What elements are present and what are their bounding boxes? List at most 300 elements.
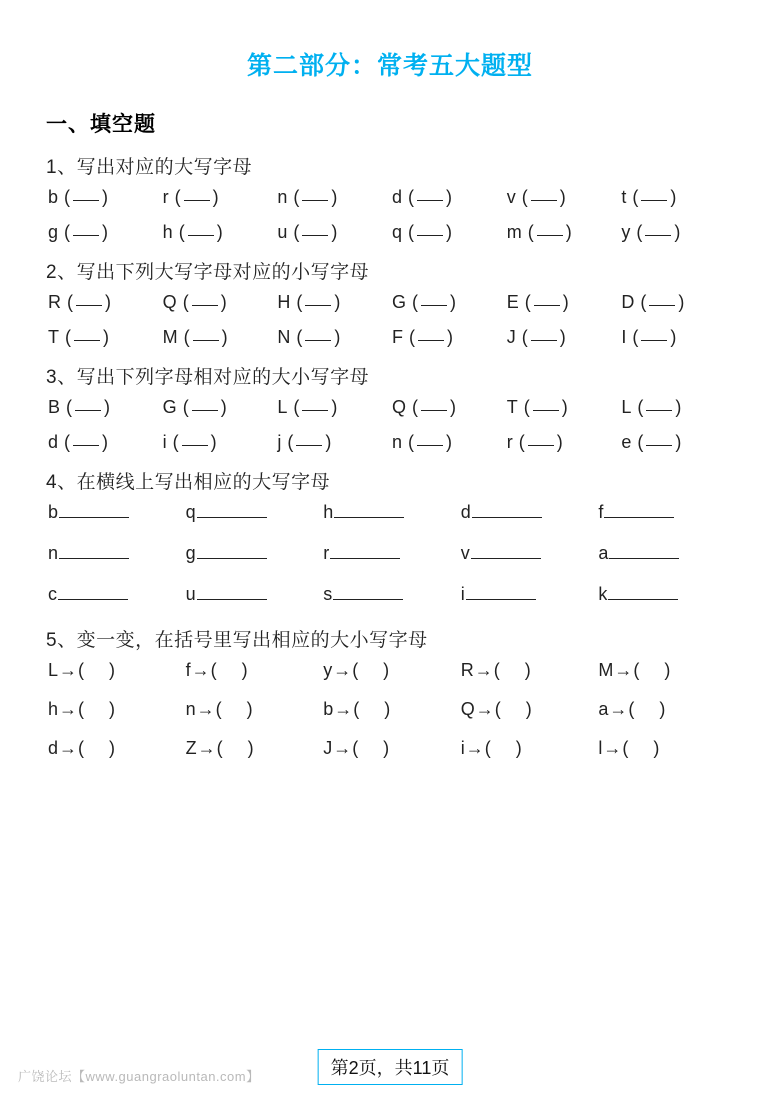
answer-item[interactable] (598, 543, 736, 564)
answer-item[interactable] (48, 292, 163, 313)
prompt-letter: R (48, 292, 61, 312)
answer-blank[interactable] (58, 586, 128, 600)
prompt-letter: b (323, 699, 334, 719)
answer-blank[interactable] (73, 235, 99, 236)
arrow-icon: → (191, 660, 210, 680)
answer-blank[interactable]: ( ) (494, 699, 532, 719)
answer-row (44, 222, 736, 243)
answer-blank[interactable]: ( ) (493, 660, 531, 680)
prompt-letter: e (621, 432, 632, 452)
answer-item[interactable] (461, 584, 599, 605)
answer-item[interactable] (277, 432, 392, 453)
paren-close: ) (331, 397, 338, 417)
prompt-letter: n (48, 543, 59, 563)
paren-open: ( (182, 397, 189, 417)
prompt-letter: G (392, 292, 407, 312)
answer-item[interactable] (48, 699, 186, 720)
prompt-letter: q (392, 222, 403, 242)
answer-item[interactable] (186, 660, 324, 681)
prompt-letter: N (277, 327, 291, 347)
paren-open: ( (64, 187, 71, 207)
question-prompt: 1、写出对应的大写字母 (46, 157, 253, 178)
answer-item[interactable] (163, 222, 278, 243)
paren-open: ( (293, 187, 300, 207)
answer-blank[interactable] (305, 305, 331, 306)
prompt-letter: L (277, 397, 288, 417)
paren-close: ) (220, 397, 227, 417)
answer-item[interactable] (598, 584, 736, 605)
arrow-icon: → (197, 738, 216, 758)
paren-close: ) (212, 187, 219, 207)
answer-blank[interactable] (417, 235, 443, 236)
answer-blank[interactable] (417, 445, 443, 446)
answer-row (44, 432, 736, 453)
answer-blank[interactable] (531, 200, 557, 201)
paren-close: ) (565, 222, 572, 242)
arrow-icon: → (334, 699, 353, 719)
prompt-letter: h (323, 502, 334, 522)
prompt-letter: G (162, 397, 177, 417)
prompt-letter: r (323, 543, 330, 563)
prompt-letter: Q (460, 699, 475, 719)
paren-open: ( (174, 187, 181, 207)
prompt-letter: M (598, 660, 614, 680)
answer-item[interactable] (392, 432, 507, 453)
answer-blank[interactable] (531, 340, 557, 341)
paren-open: ( (412, 397, 419, 417)
prompt-letter: B (48, 397, 61, 417)
answer-item[interactable] (277, 187, 392, 208)
answer-blank[interactable] (192, 410, 218, 411)
answer-item[interactable] (392, 222, 507, 243)
answer-row (44, 699, 736, 720)
answer-blank[interactable] (73, 200, 99, 201)
prompt-letter: L (621, 397, 632, 417)
arrow-icon: → (333, 660, 352, 680)
answer-item[interactable] (461, 543, 599, 564)
answer-blank[interactable] (296, 445, 322, 446)
prompt-letter: F (392, 327, 404, 347)
answer-blank[interactable] (537, 235, 563, 236)
answer-blank[interactable] (73, 445, 99, 446)
answer-item[interactable] (323, 738, 461, 759)
paren-open: ( (408, 432, 415, 452)
answer-blank[interactable] (76, 305, 102, 306)
answer-blank[interactable] (472, 504, 542, 518)
answer-row (44, 660, 736, 681)
paren-close: ) (221, 327, 228, 347)
paren-close: ) (446, 187, 453, 207)
answer-item[interactable] (598, 660, 736, 681)
prompt-letter: a (598, 699, 609, 719)
answer-item[interactable] (507, 292, 622, 313)
prompt-letter: H (277, 292, 291, 312)
answer-item[interactable] (48, 432, 163, 453)
answer-blank[interactable] (421, 410, 447, 411)
answer-blank[interactable]: ( ) (622, 738, 660, 758)
answer-item[interactable] (48, 327, 163, 348)
prompt-letter: L (48, 660, 59, 680)
paren-close: ) (102, 432, 109, 452)
prompt-letter: E (506, 292, 519, 312)
paren-open: ( (636, 222, 643, 242)
answer-blank[interactable] (608, 586, 678, 600)
question-prompt: 5、变一变，在括号里写出相应的大小写字母 (46, 630, 428, 651)
answer-blank[interactable] (604, 504, 674, 518)
answer-row (44, 584, 736, 605)
answer-item[interactable] (186, 502, 324, 523)
answer-blank[interactable] (641, 200, 667, 201)
answer-blank[interactable]: ( ) (216, 738, 254, 758)
prompt-letter: i (460, 584, 465, 604)
answer-item[interactable] (48, 222, 163, 243)
paren-open: ( (293, 397, 300, 417)
paren-open: ( (183, 327, 190, 347)
prompt-letter: n (392, 432, 403, 452)
answer-item[interactable] (323, 584, 461, 605)
answer-blank[interactable] (646, 445, 672, 446)
answer-item[interactable] (277, 327, 392, 348)
paren-close: ) (104, 397, 111, 417)
answer-blank[interactable] (421, 305, 447, 306)
answer-blank[interactable] (646, 410, 672, 411)
answer-blank[interactable] (533, 410, 559, 411)
prompt-letter: r (506, 432, 513, 452)
arrow-icon: → (609, 699, 628, 719)
answer-item[interactable] (48, 397, 163, 418)
prompt-letter: k (598, 584, 608, 604)
prompt-letter: h (162, 222, 173, 242)
answer-blank[interactable] (418, 340, 444, 341)
prompt-letter: g (185, 543, 196, 563)
page-title: 第二部分：常考五大题型 (246, 52, 533, 80)
answer-row (44, 292, 736, 313)
answer-blank[interactable] (184, 200, 210, 201)
answer-blank[interactable] (188, 235, 214, 236)
paren-open: ( (293, 222, 300, 242)
answer-blank[interactable]: ( ) (352, 660, 390, 680)
paren-open: ( (178, 222, 185, 242)
prompt-letter: v (506, 187, 516, 207)
answer-blank[interactable] (305, 340, 331, 341)
question-prompt: 3、写出下列字母相对应的大小写字母 (46, 367, 370, 388)
prompt-letter: T (506, 397, 518, 417)
answer-item[interactable] (621, 397, 736, 418)
answer-blank[interactable]: ( ) (78, 738, 116, 758)
answer-row (44, 502, 736, 523)
paren-open: ( (182, 292, 189, 312)
arrow-icon: → (603, 738, 622, 758)
question-block-2 (44, 257, 736, 348)
paren-close: ) (331, 187, 338, 207)
paren-close: ) (210, 432, 217, 452)
paren-close: ) (220, 292, 227, 312)
prompt-letter: b (48, 187, 59, 207)
paren-close: ) (446, 432, 453, 452)
answer-item[interactable] (48, 584, 186, 605)
paren-open: ( (412, 292, 419, 312)
prompt-letter: v (460, 543, 470, 563)
answer-item[interactable] (621, 222, 736, 243)
answer-item[interactable] (621, 187, 736, 208)
answer-item[interactable] (392, 327, 507, 348)
answer-item[interactable] (392, 397, 507, 418)
answer-item[interactable] (186, 738, 324, 759)
answer-item[interactable] (186, 584, 324, 605)
prompt-letter: m (506, 222, 522, 242)
answer-item[interactable] (163, 292, 278, 313)
answer-item[interactable] (507, 222, 622, 243)
answer-blank[interactable]: ( ) (78, 699, 116, 719)
prompt-letter: y (323, 660, 333, 680)
answer-item[interactable] (323, 502, 461, 523)
paren-open: ( (409, 327, 416, 347)
paren-close: ) (556, 432, 563, 452)
question-block-4 (44, 467, 736, 605)
answer-row (44, 738, 736, 759)
prompt-letter: M (162, 327, 178, 347)
paren-close: ) (670, 187, 677, 207)
paren-close: ) (450, 397, 457, 417)
paren-close: ) (678, 292, 685, 312)
answer-blank[interactable] (534, 305, 560, 306)
answer-item[interactable] (277, 397, 392, 418)
answer-item[interactable] (621, 432, 736, 453)
answer-blank[interactable]: ( ) (352, 738, 390, 758)
answer-item[interactable] (323, 543, 461, 564)
paren-open: ( (640, 292, 647, 312)
prompt-letter: a (598, 543, 609, 563)
answer-item[interactable] (621, 327, 736, 348)
answer-blank[interactable] (649, 305, 675, 306)
answer-item[interactable] (277, 222, 392, 243)
answer-item[interactable] (598, 502, 736, 523)
paren-open: ( (408, 187, 415, 207)
paren-close: ) (446, 222, 453, 242)
answer-blank[interactable] (645, 235, 671, 236)
arrow-icon: → (196, 699, 215, 719)
question-prompt: 2、写出下列大写字母对应的小写字母 (46, 262, 370, 283)
paren-open: ( (64, 222, 71, 242)
answer-item[interactable] (277, 292, 392, 313)
paren-close: ) (675, 397, 682, 417)
paren-open: ( (296, 327, 303, 347)
prompt-letter: y (621, 222, 631, 242)
answer-item[interactable] (323, 699, 461, 720)
paren-close: ) (561, 397, 568, 417)
answer-item[interactable] (163, 432, 278, 453)
paren-close: ) (334, 327, 341, 347)
paren-open: ( (518, 432, 525, 452)
section-title: 一、填空题 (46, 113, 156, 136)
answer-blank[interactable] (197, 586, 267, 600)
prompt-letter: h (48, 699, 59, 719)
answer-item[interactable] (507, 187, 622, 208)
answer-blank[interactable]: ( ) (484, 738, 522, 758)
prompt-letter: u (277, 222, 288, 242)
paren-close: ) (325, 432, 332, 452)
answer-blank[interactable] (333, 586, 403, 600)
paren-open: ( (408, 222, 415, 242)
answer-item[interactable] (598, 738, 736, 759)
answer-item[interactable] (461, 502, 599, 523)
arrow-icon: → (59, 660, 78, 680)
arrow-icon: → (474, 660, 493, 680)
answer-blank[interactable] (528, 445, 554, 446)
answer-item[interactable] (507, 397, 622, 418)
answer-item[interactable] (621, 292, 736, 313)
paren-open: ( (524, 292, 531, 312)
prompt-letter: j (277, 432, 282, 452)
paren-open: ( (65, 327, 71, 347)
page-footer (0, 1045, 780, 1091)
prompt-letter: J (323, 738, 333, 758)
answer-row (44, 397, 736, 418)
answer-item[interactable] (48, 543, 186, 564)
answer-item[interactable] (48, 660, 186, 681)
answer-item[interactable] (186, 699, 324, 720)
answer-item[interactable] (507, 432, 622, 453)
answer-blank[interactable] (466, 586, 536, 600)
paren-close: ) (102, 187, 109, 207)
answer-blank[interactable] (334, 504, 404, 518)
question-block-1 (44, 152, 736, 243)
paren-open: ( (637, 432, 644, 452)
answer-item[interactable] (48, 738, 186, 759)
prompt-letter: Z (185, 738, 197, 758)
paren-close: ) (562, 292, 569, 312)
question-block-3 (44, 362, 736, 453)
question-prompt: 4、在横线上写出相应的大写字母 (46, 472, 331, 493)
answer-row (44, 187, 736, 208)
page-number-badge: 第2页，共11页 (318, 1049, 463, 1085)
paren-open: ( (172, 432, 179, 452)
answer-item[interactable] (461, 699, 599, 720)
answer-blank[interactable] (75, 410, 101, 411)
prompt-letter: q (185, 502, 196, 522)
answer-blank[interactable]: ( ) (215, 699, 253, 719)
paren-open: ( (527, 222, 534, 242)
answer-blank[interactable]: ( ) (210, 660, 248, 680)
answer-blank[interactable] (330, 545, 400, 559)
paren-close: ) (670, 327, 677, 347)
paren-close: ) (450, 292, 457, 312)
watermark-text: 广饶论坛【www.guangraoluntan.com】 (18, 1069, 260, 1084)
paren-open: ( (67, 292, 73, 312)
arrow-icon: → (475, 699, 494, 719)
paren-close: ) (334, 292, 341, 312)
paren-open: ( (523, 397, 530, 417)
paren-open: ( (521, 187, 528, 207)
answer-item[interactable] (392, 187, 507, 208)
answer-item[interactable] (186, 543, 324, 564)
answer-blank[interactable] (641, 340, 667, 341)
answer-blank[interactable] (192, 305, 218, 306)
answer-row (44, 543, 736, 564)
prompt-letter: f (598, 502, 604, 522)
answer-item[interactable] (598, 699, 736, 720)
answer-item[interactable] (48, 187, 163, 208)
prompt-letter: R (460, 660, 474, 680)
question-block-5 (44, 625, 736, 759)
prompt-letter: d (48, 738, 59, 758)
answer-blank[interactable] (302, 200, 328, 201)
answer-blank[interactable] (74, 340, 100, 341)
arrow-icon: → (465, 738, 484, 758)
prompt-letter: s (323, 584, 333, 604)
answer-item[interactable] (507, 327, 622, 348)
answer-blank[interactable]: ( ) (78, 660, 116, 680)
answer-item[interactable] (163, 327, 278, 348)
answer-blank[interactable] (417, 200, 443, 201)
arrow-icon: → (333, 738, 352, 758)
paren-close: ) (559, 327, 566, 347)
prompt-letter: I (621, 327, 627, 347)
paren-open: ( (66, 397, 73, 417)
paren-close: ) (559, 187, 566, 207)
answer-item[interactable] (461, 738, 599, 759)
prompt-letter: c (48, 584, 57, 604)
paren-open: ( (632, 187, 639, 207)
answer-blank[interactable] (182, 445, 208, 446)
answer-blank[interactable] (302, 235, 328, 236)
paren-close: ) (103, 327, 109, 347)
prompt-letter: l (598, 738, 603, 758)
answer-blank[interactable] (471, 545, 541, 559)
paren-close: ) (447, 327, 454, 347)
answer-blank[interactable] (609, 545, 679, 559)
prompt-letter: T (48, 327, 59, 347)
paren-open: ( (287, 432, 294, 452)
answer-blank[interactable]: ( ) (633, 660, 671, 680)
answer-blank[interactable] (197, 504, 267, 518)
arrow-icon: → (614, 660, 633, 680)
paren-open: ( (637, 397, 644, 417)
paren-close: ) (102, 222, 109, 242)
answer-item[interactable] (163, 187, 278, 208)
prompt-letter: b (48, 502, 59, 522)
prompt-letter: i (460, 738, 465, 758)
paren-open: ( (64, 432, 71, 452)
answer-item[interactable] (323, 660, 461, 681)
prompt-letter: t (621, 187, 627, 207)
answer-item[interactable] (163, 397, 278, 418)
paren-close: ) (331, 222, 338, 242)
answer-blank[interactable] (197, 545, 267, 559)
paren-close: ) (105, 292, 111, 312)
prompt-letter: d (48, 432, 59, 452)
answer-item[interactable] (48, 502, 186, 523)
paren-open: ( (296, 292, 303, 312)
answer-row (44, 327, 736, 348)
prompt-letter: Q (392, 397, 407, 417)
answer-item[interactable] (461, 660, 599, 681)
answer-blank[interactable]: ( ) (353, 699, 391, 719)
prompt-letter: d (460, 502, 471, 522)
answer-item[interactable] (392, 292, 507, 313)
prompt-letter: D (621, 292, 635, 312)
prompt-letter: i (162, 432, 167, 452)
answer-blank[interactable] (302, 410, 328, 411)
prompt-letter: d (392, 187, 403, 207)
prompt-letter: n (277, 187, 288, 207)
answer-blank[interactable] (193, 340, 219, 341)
answer-blank[interactable] (59, 545, 129, 559)
paren-open: ( (521, 327, 528, 347)
paren-close: ) (674, 222, 681, 242)
answer-blank[interactable]: ( ) (628, 699, 666, 719)
answer-blank[interactable] (59, 504, 129, 518)
